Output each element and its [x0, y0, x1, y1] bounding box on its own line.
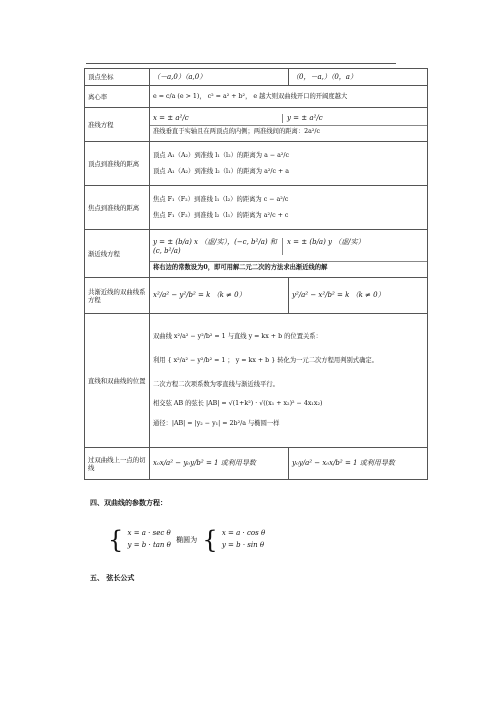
row-label: 焦点到准线的距离: [85, 186, 150, 230]
row-label: 渐近线方程: [85, 230, 150, 278]
header-rule: [86, 63, 396, 64]
table-row: [85, 448, 428, 480]
table-cell: （－a,0）（a,0）: [150, 69, 289, 86]
table-row: [85, 86, 428, 108]
paragraph: 利用 { x²/a² − y²/b² = 1 ； y = kx + b } 转化为一元二次方程用判别式确定。: [153, 356, 378, 364]
table-cell: e = c/a (e > 1)， c² = a² + b²， e 越大则双曲线开口的开阔度越大: [150, 86, 428, 108]
equation: x = a · sec θ: [127, 529, 171, 538]
table-cell: [150, 314, 428, 448]
table-row: [85, 69, 428, 86]
table-row: [85, 230, 428, 278]
section-heading: 五、 弦长公式: [90, 573, 135, 582]
table-row: [85, 314, 428, 448]
equation-stack: [222, 528, 265, 552]
row-label: 准线方程: [85, 108, 150, 142]
parametric-equations: [108, 526, 265, 554]
table-row: [85, 186, 428, 230]
brace-glyph: {: [108, 526, 124, 554]
table-cell: [150, 142, 428, 186]
table-cell: [150, 230, 428, 278]
formula: x = ± (b/a) y （虚/实）: [287, 237, 365, 246]
note: 准线垂直于实轴且在两顶点的内侧；两准线间的距离：2a²/c: [150, 125, 427, 137]
row-label: 直线和双曲线的位置: [85, 314, 150, 448]
row-label: 共渐近线的双曲线系方程: [85, 278, 150, 314]
line: 焦点 F₁（F₂）到准线 l₂（l₁）的距离为 a²/c + c: [153, 211, 289, 219]
paragraph: 双曲线 x²/a² − y²/b² = 1 与直线 y = kx + b 的位置关系：: [153, 332, 322, 340]
table-cell: y₀y/a² − x₀x/b² = 1 或利用导数: [289, 448, 428, 480]
table-row: [85, 142, 428, 186]
formula: y = ± a²/c: [287, 114, 323, 123]
table-row: [85, 108, 428, 142]
table-cell: x²/a² − y²/b² = k （k ≠ 0）: [150, 278, 289, 314]
formula: y = ± (b/a) x （虚/实），(−c, b²/a) 和 (c, b²/a): [153, 238, 283, 256]
equation-stack: [128, 528, 171, 552]
line: 顶点 A₁（A₂）到准线 l₁（l₂）的距离为 a − a²/c: [153, 151, 290, 159]
row-label: 顶点到准线的距离: [85, 142, 150, 186]
hyperbola-properties-table: [84, 68, 428, 480]
paragraph: 通径：|AB| = |y₂ − y₁| = 2b²/a 与椭圆一样: [153, 420, 280, 428]
table-cell: [150, 186, 428, 230]
line: 顶点 A₁（A₂）到准线 l₂（l₁）的距离为 a²/c + a: [153, 167, 290, 175]
row-label: 过双曲线上一点的切线: [85, 448, 150, 480]
line: 焦点 F₁（F₂）到准线 l₁（l₂）的距离为 c − a²/c: [153, 195, 289, 203]
paragraph: 二次方程二次项系数为零直线与渐近线平行。: [153, 380, 279, 388]
note: 将右边的常数设为0，即可用解二元二次的方法求出渐近线的解: [150, 261, 427, 273]
brace-glyph: {: [202, 526, 218, 554]
paragraph: 相交弦 AB 的弦长 |AB| = √(1+k²) · √((x₁ + x₂)² − 4x₁x₂): [153, 400, 323, 408]
table-cell: x₀x/a² − y₀y/b² = 1 或利用导数: [150, 448, 289, 480]
row-label: 顶点坐标: [85, 69, 150, 86]
table-cell: （0，－a,）（0，a）: [289, 69, 428, 86]
equation: y = b · tan θ: [127, 541, 171, 549]
table-cell: [150, 108, 428, 142]
row-label: 离心率: [85, 86, 150, 108]
table-cell: y²/a² − x²/b² = k （k ≠ 0）: [289, 278, 428, 314]
formula: x = ± a²/c: [153, 114, 283, 123]
equation: y = b · sin θ: [221, 541, 265, 549]
equation: x = a · cos θ: [221, 529, 266, 538]
section-heading: 四、双曲线的参数方程：: [90, 498, 167, 507]
ellipse-label: 椭圆为: [176, 536, 198, 544]
table-row: [85, 278, 428, 314]
